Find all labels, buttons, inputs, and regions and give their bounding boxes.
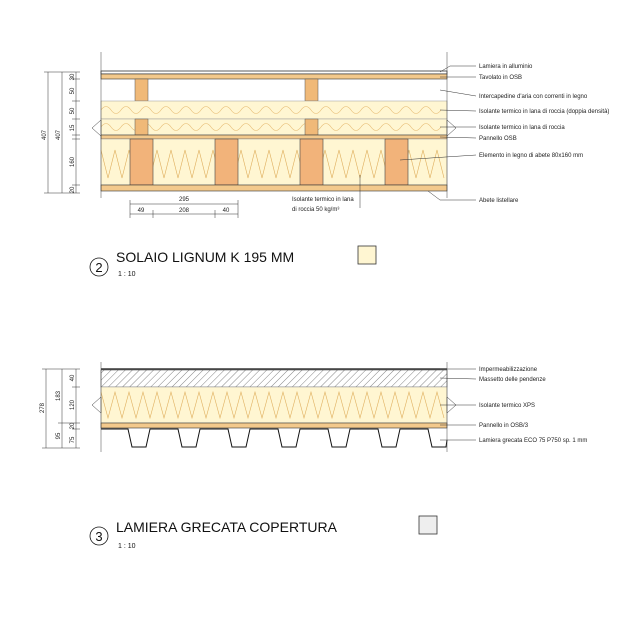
dim-total: 407 xyxy=(42,129,48,141)
timber-beam-2 xyxy=(215,139,238,185)
osb3-panel xyxy=(101,423,447,428)
dim-20-3: 20 xyxy=(70,422,76,430)
label-isolante-note-2: di roccia 50 kg/m³ xyxy=(292,207,340,213)
dim-120: 120 xyxy=(70,399,76,411)
label-lamiera: Lamiera in alluminio xyxy=(479,64,533,70)
dim-40-3: 40 xyxy=(70,374,76,382)
batten-left xyxy=(135,79,148,101)
timber-beam-4 xyxy=(385,139,408,185)
section-2-detail xyxy=(42,52,609,278)
timber-beam-3 xyxy=(300,139,323,185)
label-pannello: Pannello OSB xyxy=(479,136,517,142)
break-symbol-right xyxy=(447,120,456,136)
dim-278: 278 xyxy=(40,402,46,414)
osb-boarding xyxy=(101,74,447,79)
label-xps: Isolante termico XPS xyxy=(479,403,536,409)
section-3-number: 3 xyxy=(95,529,103,544)
dim-160: 160 xyxy=(70,156,76,168)
label-elemento: Elemento in legno di abete 80x160 mm xyxy=(479,153,584,159)
label-intercapedine: Intercapedine d'aria con correnti in legno xyxy=(479,94,588,100)
section-3-scale: 1 : 10 xyxy=(118,543,136,550)
insulation-rock-wool xyxy=(101,119,447,135)
label-abete: Abete listellare xyxy=(479,198,519,204)
dim-49: 49 xyxy=(137,208,145,214)
dim-75: 75 xyxy=(70,436,76,444)
break-symbol-left-3 xyxy=(92,397,101,413)
label-isolante-doppia: Isolante termico in lana di roccia (doppia densità) xyxy=(479,109,610,115)
screed-layer xyxy=(101,370,447,387)
label-massetto: Massetto delle pendenze xyxy=(479,377,546,383)
batten-left-lower xyxy=(135,119,148,135)
dim-20: 20 xyxy=(70,186,76,194)
break-symbol-left xyxy=(92,120,101,136)
dim-95: 95 xyxy=(56,432,62,440)
label-osb3: Pannello in OSB/3 xyxy=(479,423,529,429)
section-3-detail xyxy=(40,362,587,550)
fir-laminated-board xyxy=(101,185,447,191)
timber-beam-1 xyxy=(130,139,153,185)
batten-right xyxy=(305,79,318,101)
aluminium-sheet xyxy=(101,71,447,74)
dim-50b: 50 xyxy=(70,107,76,115)
section-2-number: 2 xyxy=(95,260,103,275)
section-2-title: SOLAIO LIGNUM K 195 MM xyxy=(116,249,295,265)
insulation-double-density xyxy=(101,101,447,119)
label-lamiera-grecata: Lamiera grecata ECO 75 P750 sp. 1 mm xyxy=(479,438,588,444)
dim-50a: 50 xyxy=(70,87,76,95)
osb-panel xyxy=(101,135,447,139)
dim-partial: 407 xyxy=(56,129,62,141)
label-isolante-note-1: Isolante termico in lana xyxy=(292,197,354,203)
section-2-swatch xyxy=(358,246,376,264)
label-tavolato: Tavolato in OSB xyxy=(479,75,523,81)
corrugated-sheet xyxy=(101,429,447,447)
dim-183: 183 xyxy=(56,390,62,402)
dim-30: 30 xyxy=(70,73,76,81)
section-3-swatch xyxy=(419,516,437,534)
dim-15: 15 xyxy=(70,124,76,132)
dim-208: 208 xyxy=(178,208,190,214)
label-isolante: Isolante termico in lana di roccia xyxy=(479,125,565,131)
label-impermeabilizzazione: Impermeabilizzazione xyxy=(479,367,538,373)
section-2-scale: 1 : 10 xyxy=(118,271,136,278)
dim-295: 295 xyxy=(178,197,190,203)
batten-right-lower xyxy=(305,119,318,135)
dim-40: 40 xyxy=(222,208,230,214)
section-3-title: LAMIERA GRECATA COPERTURA xyxy=(116,519,337,535)
